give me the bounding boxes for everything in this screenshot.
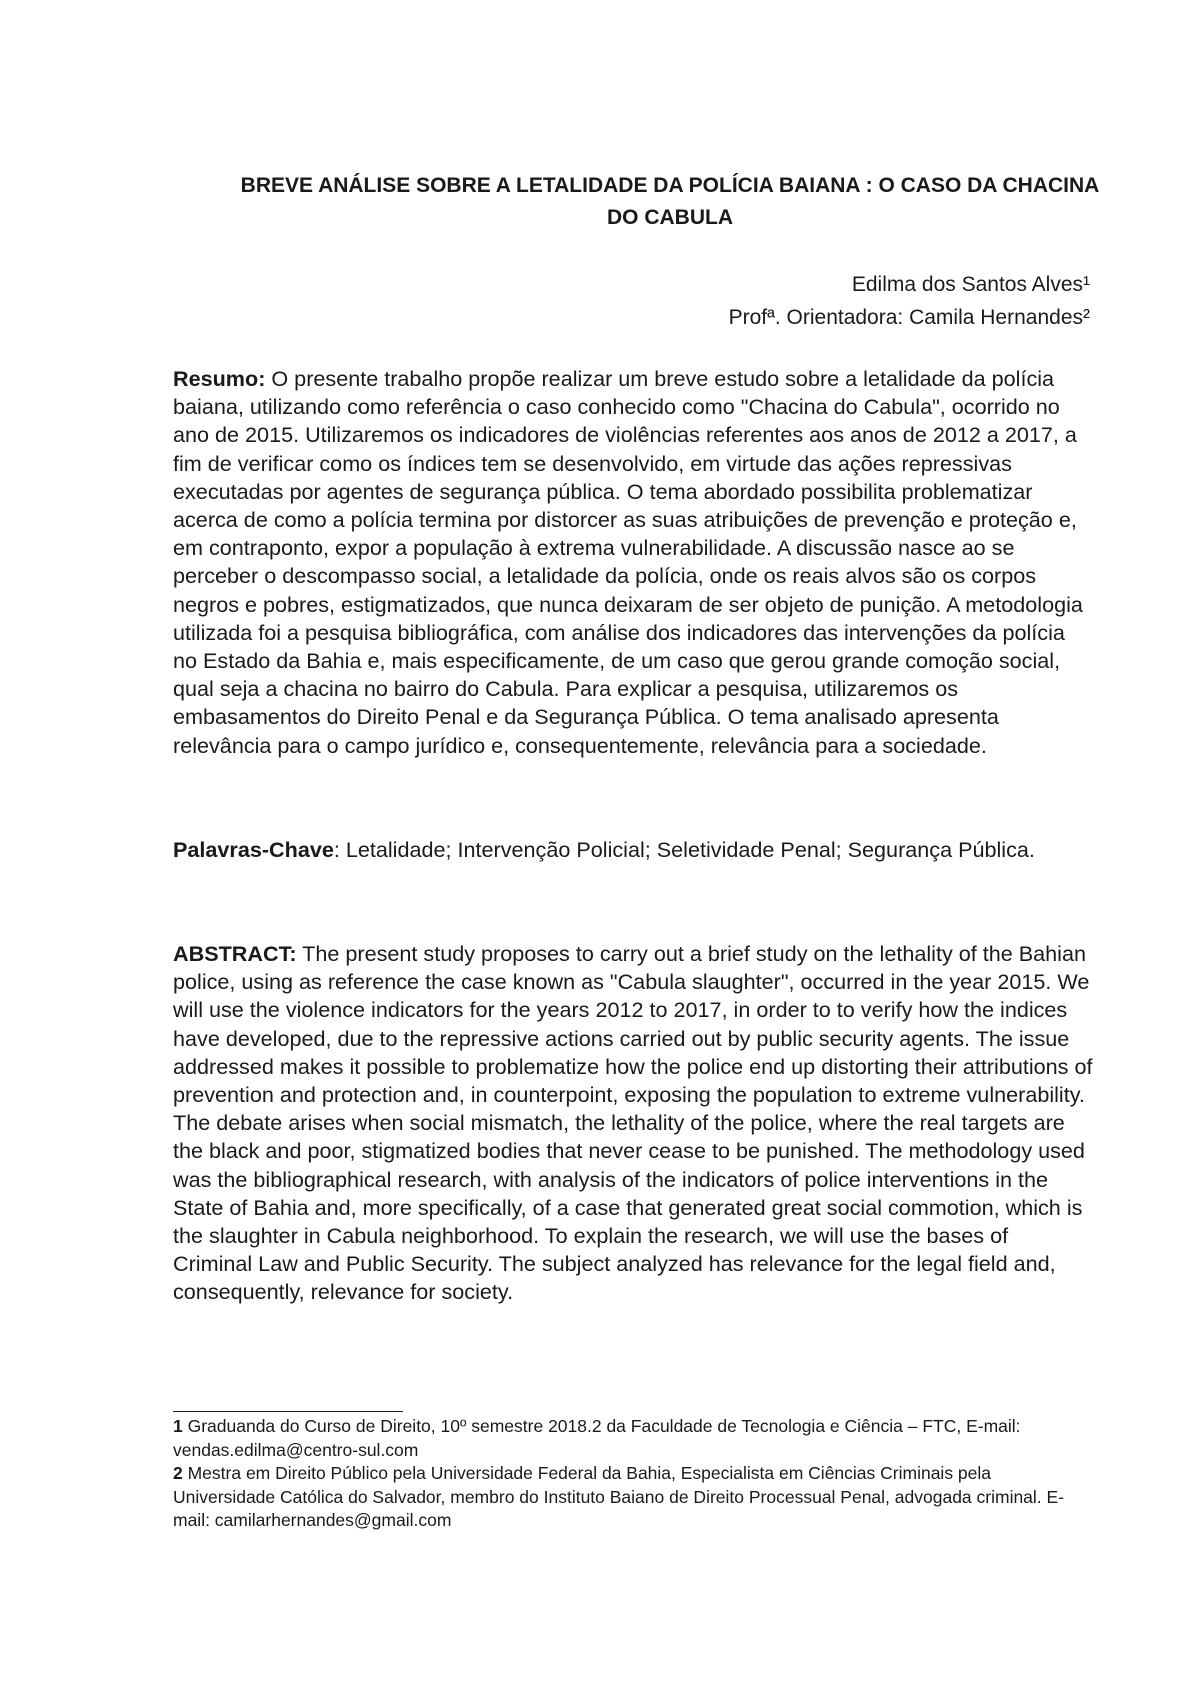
footnote-1 (173, 1415, 1093, 1462)
abstract-text: The present study proposes to carry out a brief study on the lethality of the Bahian police, using as reference the case known as "Cabula slaughter", occurred in the year 2015. We will use the violence indicators for the years 2012 to 2017, in order to to verify how the indices have developed, due to the repressive actions carried out by public security agents. The issue addressed makes it possible to problematize how the police end up distorting their attributions of prevention and protection and, in counterpoint, exposing the population to extreme vulnerability. The debate arises when social mismatch, the lethality of the police, where the real targets are the black and poor, stigmatized bodies that never cease to be punished. The methodology used was the bibliographical research, with analysis of the indicators of police interventions in the State of Bahia and, more specifically, of a case that generated great social commotion, which is the slaughter in Cabula neighborhood. To explain the research, we will use the bases of Criminal Law and Public Security. The subject analyzed has relevance for the legal field and, consequently, relevance for society. (173, 941, 1093, 1305)
abstract-paragraph (173, 940, 1093, 1307)
resumo-text: O presente trabalho propõe realizar um breve estudo sobre a letalidade da polícia baiana, utilizando como referência o caso conhecido como "Chacina do Cabula", ocorrido no ano de 2015. Utilizaremos os indicadores de violências referentes aos anos de 2012 a 2017, a fim de verificar como os índices tem se desenvolvido, em virtude das ações repressivas executadas por agentes de segurança pública. O tema abordado possibilita problematizar acerca de como a polícia termina por distorcer as suas atribuições de prevenção e proteção e, em contraponto, expor a população à extrema vulnerabilidade. A discussão nasce ao se perceber o descompasso social, a letalidade da polícia, onde os reais alvos são os corpos negros e pobres, estigmatizados, que nunca deixaram de ser objeto de punição. A metodologia utilizada foi a pesquisa bibliográfica, com análise dos indicadores das intervenções da polícia no Estado da Bahia e, mais especificamente, de um caso que gerou grande comoção social, qual seja a chacina no bairro do Cabula. Para explicar a pesquisa, utilizaremos os embasamentos do Direito Penal e da Segurança Pública. O tema analisado apresenta relevância para o campo jurídico e, consequentemente, relevância para a sociedade. (173, 366, 1083, 758)
author-name: Edilma dos Santos Alves¹ (851, 273, 1090, 296)
keywords-label: Palavras-Chave (173, 837, 334, 862)
abstract-label: ABSTRACT: (173, 941, 297, 966)
footnote-number: 1 (173, 1416, 183, 1436)
author-block (729, 268, 1090, 334)
paper-title: BREVE ANÁLISE SOBRE A LETALIDADE DA POLÍCIA BAIANA : O CASO DA CHACINA DO CABULA (240, 174, 1100, 229)
footnotes (173, 1415, 1093, 1533)
footnote-text: Graduanda do Curso de Direito, 10º semestre 2018.2 da Faculdade de Tecnologia e Ciência – FTC, E-mail: vendas.edilma@centro-sul.com (173, 1416, 1021, 1460)
keywords-text: : Letalidade; Intervenção Policial; Seletividade Penal; Segurança Pública. (333, 837, 1035, 862)
advisor-name: Profª. Orientadora: Camila Hernandes² (728, 306, 1090, 329)
resumo-paragraph (173, 365, 1093, 760)
footnote-2 (173, 1462, 1093, 1533)
footnote-divider (173, 1411, 403, 1412)
resumo-label: Resumo: (173, 366, 266, 391)
footnote-number: 2 (173, 1463, 183, 1483)
footnote-text: Mestra em Direito Público pela Universidade Federal da Bahia, Especialista em Ciências Criminais pela Universidade Católica do Salvador, membro do Instituto Baiano de Direito Processual Penal, advogada criminal. E-mail: camilarhernandes@gmail.com (173, 1463, 1065, 1530)
keywords-paragraph (173, 834, 1093, 866)
